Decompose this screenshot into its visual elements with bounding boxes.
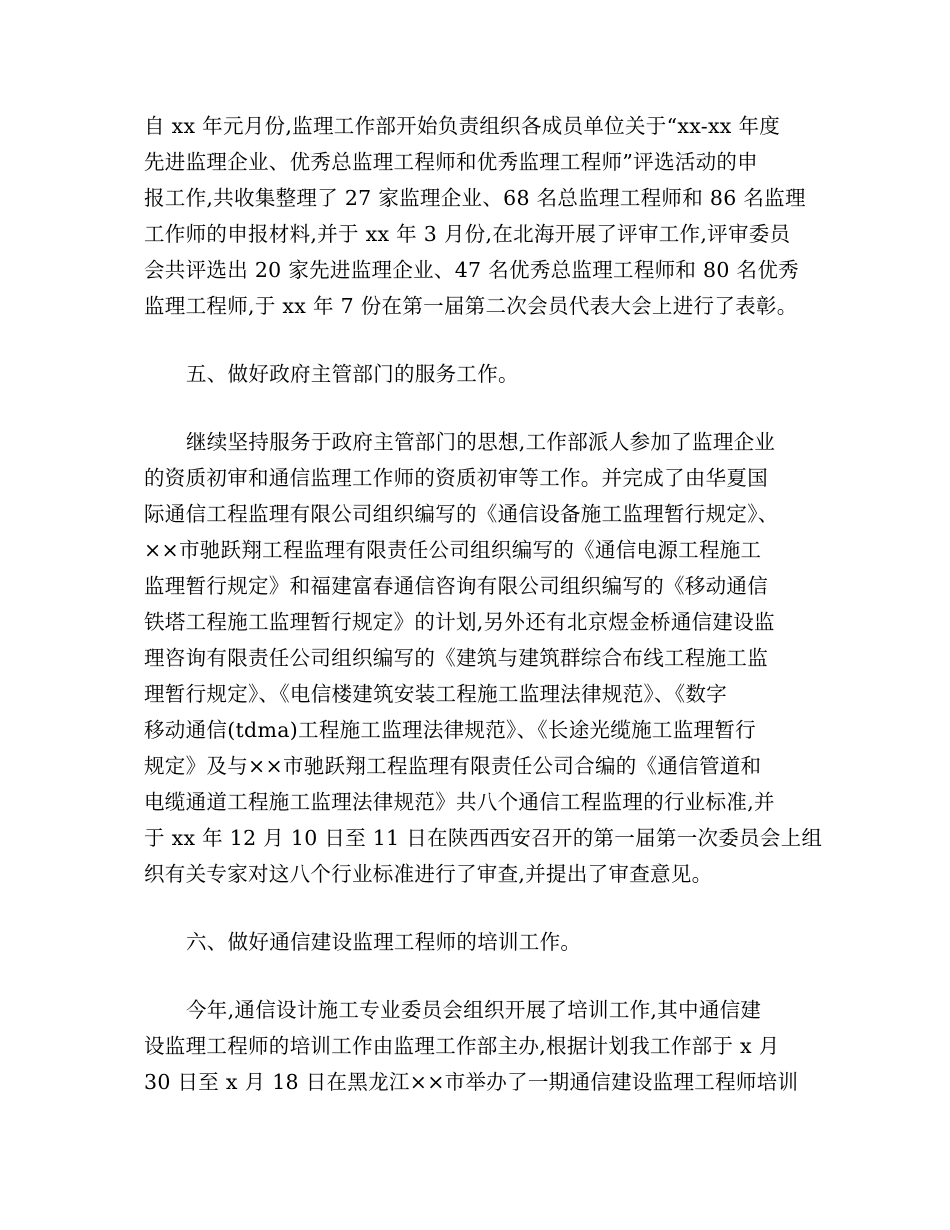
text-line: 先进监理企业、优秀总监理工程师和优秀监理工程师”评选活动的申: [144, 150, 758, 174]
paragraph-government-service: [144, 424, 823, 892]
text-line: 的资质初审和通信监理工作师的资质初审等工作。并完成了由华夏国: [144, 466, 768, 490]
text-line: 监理暂行规定》和福建富春通信咨询有限公司组织编写的《移动通信: [144, 574, 768, 598]
text-line: 设监理工程师的培训工作由监理工作部主办,根据计划我工作部于 x 月: [144, 1034, 780, 1058]
paragraph-training: [144, 992, 810, 1100]
paragraph-spacer: [144, 392, 810, 424]
text-line: 监理工程师,于 xx 年 7 份在第一届第二次会员代表大会上进行了表彰。: [144, 294, 798, 318]
text-line: 移动通信(tdma)工程施工监理法律规范》、《长途光缆施工监理暂行: [144, 718, 756, 742]
text-line: 工作师的申报材料,并于 xx 年 3 月份,在北海开展了评审工作,评审委员: [144, 222, 791, 246]
text-line: 规定》及与××市驰跃翔工程监理有限责任公司合编的《通信管道和: [144, 754, 762, 778]
paragraph-evaluation-activity: [144, 108, 810, 324]
text-line: 电缆通道工程施工监理法律规范》共八个通信工程监理的行业标准,并: [144, 790, 775, 814]
text-line: 继续坚持服务于政府主管部门的思想,工作部派人参加了监理企业: [186, 430, 776, 454]
text-line: 际通信工程监理有限公司组织编写的《通信设备施工监理暂行规定》、: [144, 502, 779, 526]
text-line: 织有关专家对这八个行业标准进行了审查,并提出了审查意见。: [144, 862, 713, 886]
text-line: ××市驰跃翔工程监理有限责任公司组织编写的《通信电源工程施工: [144, 538, 762, 562]
text-line: 铁塔工程施工监理暂行规定》的计划,另外还有北京煜金桥通信建设监: [144, 610, 775, 634]
text-line: 于 xx 年 12 月 10 日至 11 日在陕西西安召开的第一届第一次委员会上组: [144, 826, 823, 850]
paragraph-spacer: [144, 960, 810, 992]
paragraph-spacer: [144, 892, 810, 924]
document-body: [144, 108, 823, 1100]
section-heading-six: 六、做好通信建设监理工程师的培训工作。: [186, 930, 582, 954]
text-line: 理暂行规定》、《电信楼建筑安装工程施工监理法律规范》、《数字: [144, 682, 727, 706]
section-heading-five: 五、做好政府主管部门的服务工作。: [186, 362, 519, 386]
paragraph-spacer: [144, 324, 810, 356]
text-line: 报工作,共收集整理了 27 家监理企业、68 名总监理工程师和 86 名监理: [144, 186, 806, 210]
text-line: 30 日至 x 月 18 日在黑龙江××市举办了一期通信建设监理工程师培训: [144, 1070, 799, 1094]
text-line: 自 xx 年元月份,监理工作部开始负责组织各成员单位关于“xx-xx 年度: [144, 114, 781, 138]
text-line: 理咨询有限责任公司组织编写的《建筑与建筑群综合布线工程施工监: [144, 646, 768, 670]
text-line: 会共评选出 20 家先进监理企业、47 名优秀总监理工程师和 80 名优秀: [144, 258, 799, 282]
text-line: 今年,通信设计施工专业委员会组织开展了培训工作,其中通信建: [186, 998, 762, 1022]
